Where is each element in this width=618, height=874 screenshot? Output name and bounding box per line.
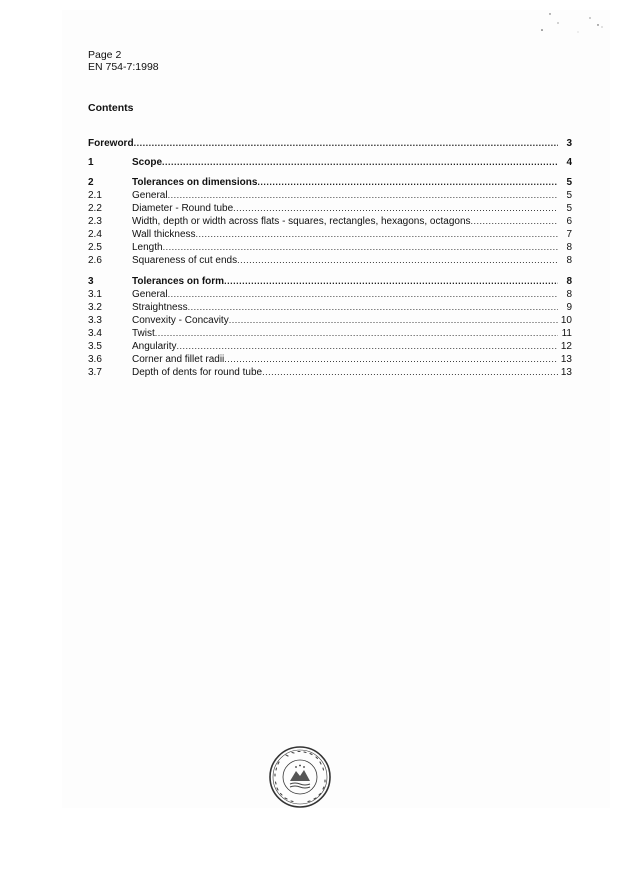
toc-entry-page: 8 [566, 255, 572, 266]
toc-entry-scope[interactable] [88, 156, 572, 169]
dot-leader [262, 366, 558, 379]
toc-entry-number: 2.3 [88, 216, 102, 227]
toc-entry-number: 2.1 [88, 190, 102, 201]
toc-entry-page: 3 [566, 138, 572, 149]
toc-entry-page: 11 [561, 328, 572, 339]
dot-leader [163, 241, 558, 254]
toc-entry-page: 8 [566, 276, 572, 287]
toc-entry-foreword[interactable] [88, 137, 572, 150]
toc-entry-label: Tolerances on form [132, 276, 225, 287]
toc-entry-page: 8 [566, 242, 572, 253]
toc-entry-page: 6 [566, 216, 572, 227]
toc-entry-3-6[interactable] [88, 353, 572, 366]
toc-entry-label: Foreword [88, 138, 134, 149]
toc-entry-label: Twist [132, 328, 155, 339]
toc-entry-number: 3 [88, 276, 94, 287]
toc-entry-number: 2 [88, 177, 94, 188]
toc-entry-page: 10 [560, 315, 572, 326]
toc-entry-label: Convexity - Concavity [132, 315, 229, 326]
dot-leader [168, 189, 558, 202]
contents-heading: Contents [88, 102, 134, 114]
page-label: Page 2 [88, 49, 122, 61]
toc-entry-tolerances-dimensions[interactable] [88, 176, 572, 189]
toc-entry-number: 1 [88, 157, 94, 168]
toc-entry-2-4[interactable] [88, 228, 572, 241]
toc-entry-3-1[interactable] [88, 288, 572, 301]
toc-entry-label: Tolerances on dimensions [132, 177, 258, 188]
dot-leader [134, 137, 558, 150]
toc-entry-number: 2.5 [88, 242, 102, 253]
toc-entry-page: 8 [566, 289, 572, 300]
toc-entry-label: General [132, 190, 168, 201]
toc-entry-label: Scope [132, 157, 163, 168]
seal-stamp-icon [268, 745, 332, 809]
toc-entry-3-3[interactable] [88, 314, 572, 327]
toc-entry-label: Corner and fillet radii [132, 354, 225, 365]
toc-entry-2-6[interactable] [88, 254, 572, 267]
toc-entry-number: 2.6 [88, 255, 102, 266]
toc-entry-number: 3.7 [88, 367, 102, 378]
toc-entry-number: 3.4 [88, 328, 102, 339]
toc-entry-number: 3.3 [88, 315, 102, 326]
toc-entry-3-2[interactable] [88, 301, 572, 314]
toc-entry-number: 2.4 [88, 229, 102, 240]
toc-entry-3-7[interactable] [88, 366, 572, 379]
toc-entry-tolerances-form[interactable] [88, 275, 572, 288]
toc-entry-page: 4 [566, 157, 572, 168]
standard-id: EN 754-7:1998 [88, 61, 159, 73]
dot-leader [224, 275, 558, 288]
scanned-sheet [62, 10, 610, 808]
toc-entry-page: 5 [566, 190, 572, 201]
dot-leader [168, 288, 558, 301]
dot-leader [162, 156, 558, 169]
toc-entry-page: 7 [566, 229, 572, 240]
toc-entry-label: Wall thickness [132, 229, 196, 240]
toc-entry-2-1[interactable] [88, 189, 572, 202]
dot-leader [471, 215, 558, 228]
toc-entry-label: General [132, 289, 168, 300]
toc-entry-page: 9 [566, 302, 572, 313]
dot-leader [224, 353, 558, 366]
toc-entry-label: Length [132, 242, 163, 253]
dot-leader [257, 176, 558, 189]
toc-entry-page: 12 [560, 341, 572, 352]
toc-entry-number: 3.2 [88, 302, 102, 313]
toc-entry-label: Straightness [132, 302, 188, 313]
dot-leader [237, 254, 558, 267]
toc-entry-3-5[interactable] [88, 340, 572, 353]
toc-entry-label: Angularity [132, 341, 177, 352]
dot-leader [233, 202, 558, 215]
dot-leader [229, 314, 558, 327]
dot-leader [176, 340, 558, 353]
toc-entry-number: 3.5 [88, 341, 102, 352]
toc-entry-page: 5 [566, 203, 572, 214]
toc-entry-label: Depth of dents for round tube [132, 367, 263, 378]
toc-entry-page: 5 [566, 177, 572, 188]
dot-leader [196, 228, 558, 241]
toc-entry-label: Width, depth or width across flats - squares, rectangles, hexagons, octagons [132, 216, 471, 227]
scan-noise [530, 8, 610, 38]
toc-entry-2-5[interactable] [88, 241, 572, 254]
toc-entry-label: Diameter - Round tube [132, 203, 234, 214]
toc-entry-label: Squareness of cut ends [132, 255, 238, 266]
dot-leader [188, 301, 558, 314]
toc-entry-number: 3.1 [88, 289, 102, 300]
toc-entry-number: 3.6 [88, 354, 102, 365]
toc-entry-page: 13 [560, 367, 572, 378]
toc-entry-page: 13 [560, 354, 572, 365]
toc-entry-number: 2.2 [88, 203, 102, 214]
toc-entry-3-4[interactable] [88, 327, 572, 340]
toc-entry-2-2[interactable] [88, 202, 572, 215]
toc-entry-2-3[interactable] [88, 215, 572, 228]
dot-leader [155, 327, 558, 340]
